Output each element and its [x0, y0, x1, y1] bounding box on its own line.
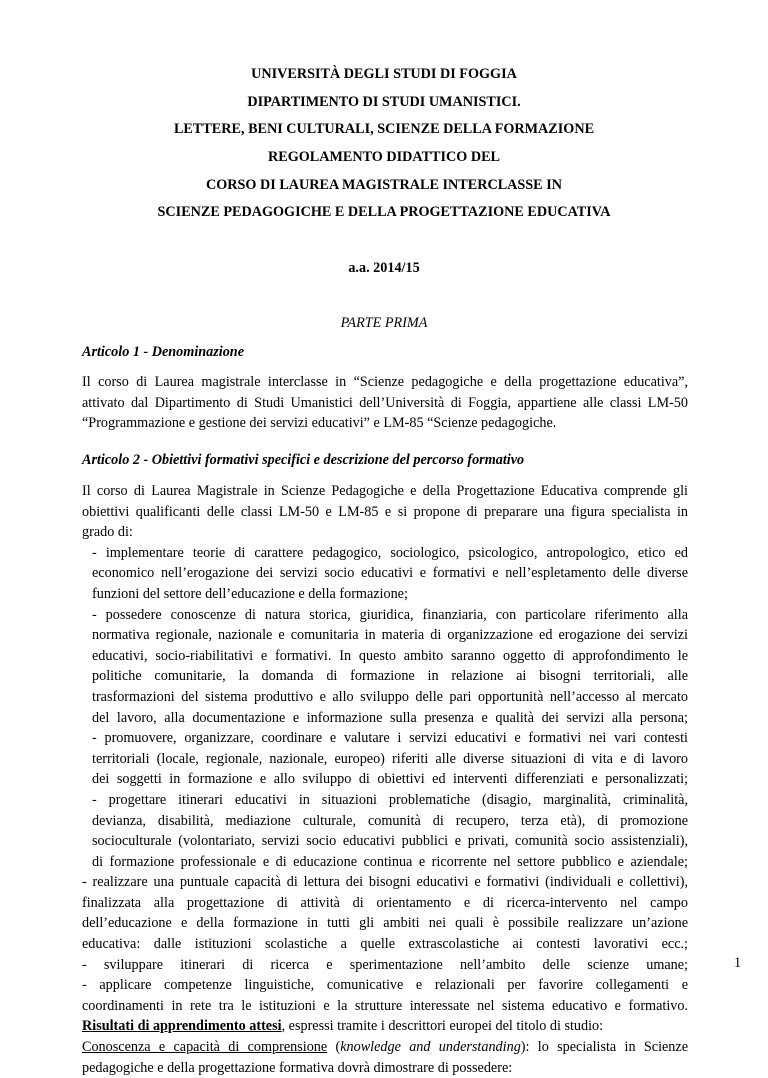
text-line: del lavoro, alla documentazione e informazione sulla presenza e qualità dei servizi alla persona;: [92, 709, 688, 726]
text-line: - progettare itinerari educativi in situazioni problematiche (disagio, marginalità, criminalità,: [92, 791, 688, 808]
part-heading: PARTE PRIMA: [340, 315, 428, 331]
knowledge-open: (: [327, 1039, 341, 1056]
results-rest: , espressi tramite i descrittori europei del titolo di studio:: [281, 1018, 604, 1035]
text-line: territoriali (locale, regionale, nazionale, europeo) riferiti alle diverse situazioni di vita e di lavoro: [92, 750, 688, 767]
article-1-heading: Articolo 1 - Denominazione: [82, 344, 244, 360]
text-line: - possedere conoscenze di natura storica, giuridica, finanziaria, con particolare riferimento alla: [92, 606, 688, 623]
text-line: obiettivi qualificanti delle classi LM-50 e LM-85 e si propone di preparare una figura specialista in: [82, 503, 688, 520]
text-line: educativi, socio-riabilitativi e formativi. In questo ambito saranno oggetto di approfondimento le: [92, 647, 688, 664]
article-2-heading: Articolo 2 - Obiettivi formativi specifici e descrizione del percorso formativo: [82, 452, 525, 468]
text-line: dell’educazione e della formazione in tutti gli ambiti nei quali è possibile realizzare un’azione: [82, 915, 688, 932]
article-1-body: [82, 372, 688, 434]
text-line: attivato dal Dipartimento di Studi Umanistici dell’Università di Foggia, appartiene alle classi LM-50: [82, 394, 688, 411]
results-line: [82, 1016, 688, 1037]
department-title: DIPARTIMENTO DI STUDI UMANISTICI.: [247, 94, 521, 110]
text-line: educativa: dalle istituzioni scolastiche a quelle extrascolastiche ai contesti lavorativi ecc.;: [82, 936, 688, 953]
text-line: grado di:: [82, 524, 133, 541]
text-line: economico nell’erogazione dei servizi socio educativi e formativi e nell’espletamento delle diverse: [92, 565, 688, 582]
text-line: - sviluppare itinerari di ricerca e sperimentazione nell’ambito delle scienze umane;: [82, 956, 688, 973]
course-name: SCIENZE PEDAGOGICHE E DELLA PROGETTAZIONE EDUCATIVA: [157, 204, 611, 220]
regulation-title: REGOLAMENTO DIDATTICO DEL: [267, 149, 501, 165]
text-line: dei soggetti in formazione e allo sviluppo di obiettivi ed interventi differenziati e personalizzati;: [92, 771, 688, 788]
results-label: Risultati di apprendimento attesi: [82, 1018, 282, 1035]
department-subtitle: LETTERE, BENI CULTURALI, SCIENZE DELLA FORMAZIONE: [173, 121, 595, 137]
text-line: normativa regionale, nazionale e comunitaria in materia di organizzazione ed erogazione dei servizi: [92, 627, 688, 644]
page-number: 1: [734, 955, 742, 971]
text-line: pedagogiche e della progettazione formativa dovrà dimostrare di possedere:: [82, 1059, 513, 1076]
text-line: “Programmazione e gestione dei servizi educativi” e LM-85 “Scienze pedagogiche.: [82, 415, 557, 432]
text-line: coordinamenti in rete tra le istituzioni e la strutture interessate nel sistema educativo e formativo.: [82, 997, 688, 1014]
text-line: - implementare teorie di carattere pedagogico, sociologico, psicologico, antropologico, etico ed: [92, 544, 688, 561]
knowledge-line: [82, 1037, 688, 1058]
knowledge-english: knowledge and understanding: [340, 1039, 521, 1056]
text-line: trasformazioni del sistema produttivo e allo sviluppo delle pari opportunità nell’accesso al mercato: [92, 688, 688, 705]
knowledge-label: Conoscenza e capacità di comprensione: [82, 1039, 328, 1056]
course-title: CORSO DI LAUREA MAGISTRALE INTERCLASSE IN: [206, 177, 562, 193]
text-line: - applicare competenze linguistiche, comunicative e relazionali per favorire collegamenti e: [82, 977, 688, 994]
text-line: politiche comunitarie, la domanda di formazione in relazione ai bisogni territoriali, alle: [92, 668, 688, 685]
text-line: funzioni del settore dell’educazione e della formazione;: [92, 585, 408, 602]
text-line: socioculturale (volontariato, servizi socio educativi pubblici e privati, comunità socio assistenziali),: [92, 833, 688, 850]
article-2-body: [82, 481, 688, 1078]
university-title: UNIVERSITÀ DEGLI STUDI DI FOGGIA: [251, 66, 517, 82]
text-line: di formazione professionale e di educazione continua e ricorrente nel settore pubblico e aziendale;: [92, 853, 688, 870]
academic-year: a.a. 2014/15: [348, 260, 420, 276]
knowledge-rest: ): lo specialista in Scienze: [520, 1039, 688, 1056]
text-line: - realizzare una puntuale capacità di lettura dei bisogni educativi e formativi (individuali e collettivi),: [82, 874, 688, 891]
text-line: devianza, disabilità, mediazione culturale, comunità di recupero, terza età), di promozione: [92, 812, 688, 829]
text-line: - promuovere, organizzare, coordinare e valutare i servizi educativi e formativi nei vari contesti: [92, 730, 688, 747]
text-line: Il corso di Laurea Magistrale in Scienze Pedagogiche e della Progettazione Educativa comprende gli: [82, 483, 688, 499]
text-line: Il corso di Laurea magistrale interclasse in “Scienze pedagogiche e della progettazione educativa”,: [82, 374, 688, 390]
text-line: finalizzata alla progettazione di attività di orientamento e di ricerca-intervento nel campo: [82, 894, 688, 911]
